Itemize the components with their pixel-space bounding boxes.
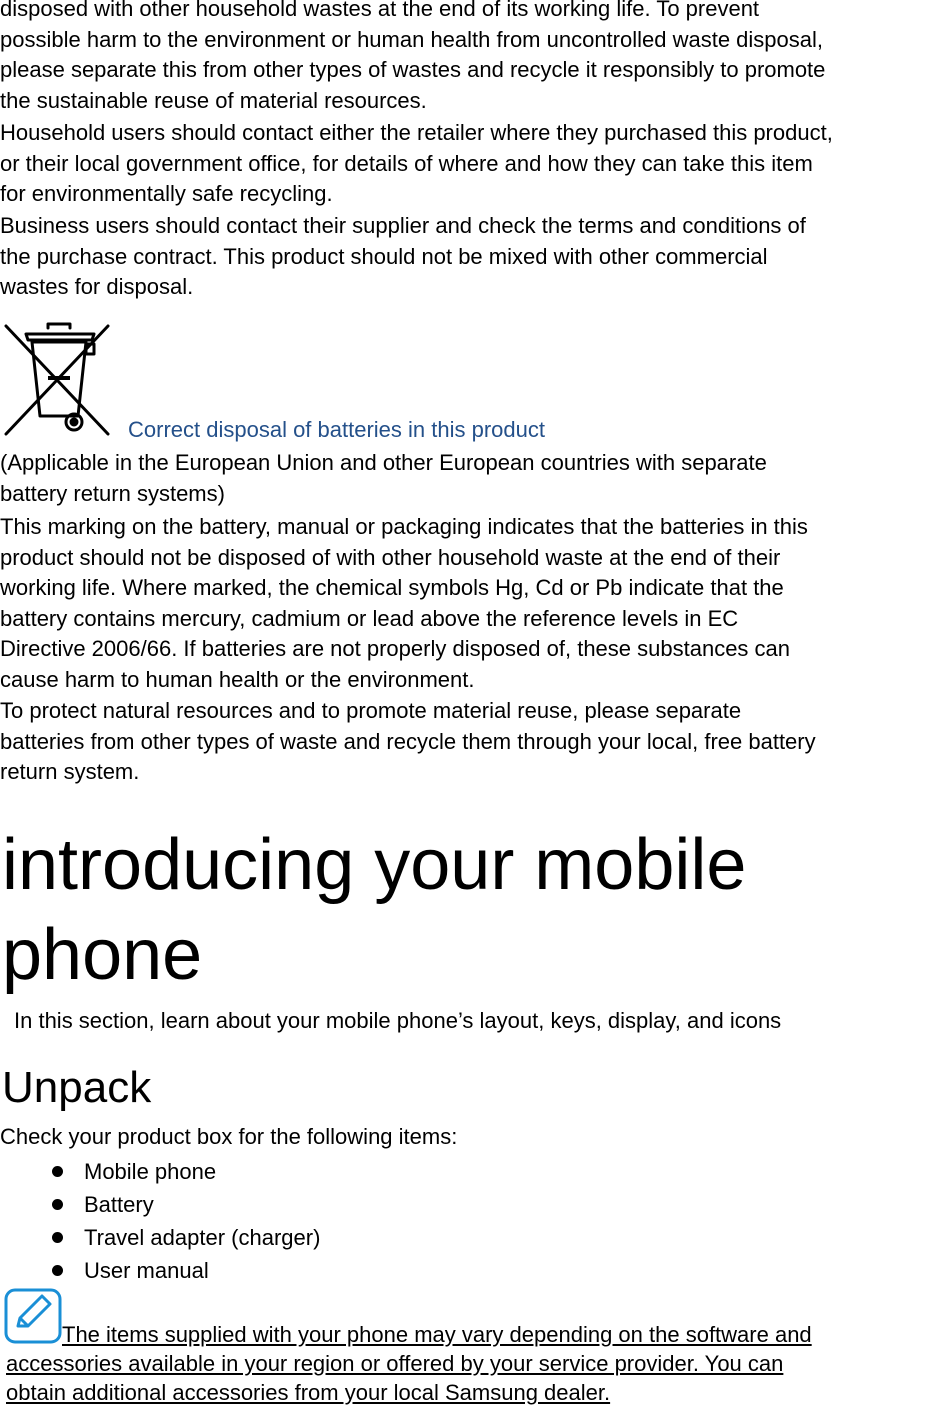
- text-line: or their local government office, for details of where and how they can take this item: [0, 150, 813, 176]
- text-line: disposed with other household wastes at the end of its working life. To prevent: [0, 0, 760, 21]
- battery-paragraph-2: [0, 512, 808, 695]
- battery-paragraph-1: [0, 448, 767, 509]
- text-line: the sustainable reuse of material resources.: [0, 87, 427, 113]
- bullet-icon: [52, 1199, 63, 1210]
- section-title: [2, 820, 746, 1000]
- text-line: battery contains mercury, cadmium or lead above the reference levels in EC: [0, 605, 739, 631]
- note-line: obtain additional accessories from your local Samsung dealer.: [6, 1380, 611, 1405]
- section-intro: In this section, learn about your mobile phone’s layout, keys, display, and icons: [14, 1008, 782, 1033]
- bullet-icon: [52, 1166, 63, 1177]
- crossed-out-wheelie-bin-icon: [0, 318, 114, 442]
- text-line: please separate this from other types of wastes and recycle it responsibly to promote: [0, 57, 826, 82]
- unpack-heading: Unpack: [2, 1063, 152, 1112]
- unpack-note: [6, 1320, 812, 1407]
- text-line: product should not be disposed of with other household waste at the end of their: [0, 544, 781, 570]
- waste-paragraph-1: [0, 0, 825, 116]
- text-line: cause harm to human health or the environment.: [0, 666, 475, 692]
- waste-paragraph-2: [0, 118, 833, 210]
- text-line: working life. Where marked, the chemical symbols Hg, Cd or Pb indicate that the: [0, 575, 784, 600]
- text-line: for environmentally safe recycling.: [0, 181, 333, 206]
- waste-paragraph-3: [0, 211, 806, 303]
- list-item-label: Mobile phone: [84, 1159, 217, 1184]
- text-line: (Applicable in the European Union and other European countries with separate: [0, 450, 767, 475]
- battery-disposal-heading: Correct disposal of batteries in this product: [128, 417, 545, 442]
- list-item: [0, 1221, 320, 1254]
- battery-paragraph-3: [0, 696, 816, 788]
- text-line: This marking on the battery, manual or packaging indicates that the batteries in this: [0, 514, 808, 539]
- text-line: possible harm to the environment or human health from uncontrolled waste disposal,: [0, 26, 824, 52]
- unpack-check-text: Check your product box for the following items:: [0, 1124, 458, 1149]
- package-items-list: [0, 1155, 320, 1287]
- text-line: return system.: [0, 759, 140, 784]
- list-item-label: Travel adapter (charger): [84, 1225, 321, 1250]
- list-item: [0, 1188, 320, 1221]
- text-line: the purchase contract. This product should not be mixed with other commercial: [0, 243, 768, 269]
- text-line: Directive 2006/66. If batteries are not properly disposed of, these substances can: [0, 636, 791, 661]
- text-line: Business users should contact their supplier and check the terms and conditions of: [0, 213, 806, 238]
- section-title-line: phone: [2, 915, 203, 995]
- list-item: [0, 1254, 320, 1287]
- battery-disposal-heading-row: [0, 318, 700, 444]
- note-line: The items supplied with your phone may vary depending on the software and: [62, 1322, 812, 1347]
- bullet-icon: [52, 1265, 63, 1276]
- text-line: To protect natural resources and to promote material reuse, please separate: [0, 698, 742, 723]
- text-line: Household users should contact either the retailer where they purchased this product,: [0, 120, 833, 145]
- bullet-icon: [52, 1232, 63, 1243]
- list-item-label: Battery: [84, 1192, 154, 1217]
- list-item: [0, 1155, 320, 1188]
- text-line: battery return systems): [0, 480, 225, 506]
- text-line: wastes for disposal.: [0, 274, 194, 299]
- section-title-line: introducing your mobile: [2, 825, 747, 905]
- note-line: accessories available in your region or offered by your service provider. You can: [6, 1351, 784, 1376]
- text-line: batteries from other types of waste and recycle them through your local, free battery: [0, 728, 816, 754]
- list-item-label: User manual: [84, 1258, 209, 1283]
